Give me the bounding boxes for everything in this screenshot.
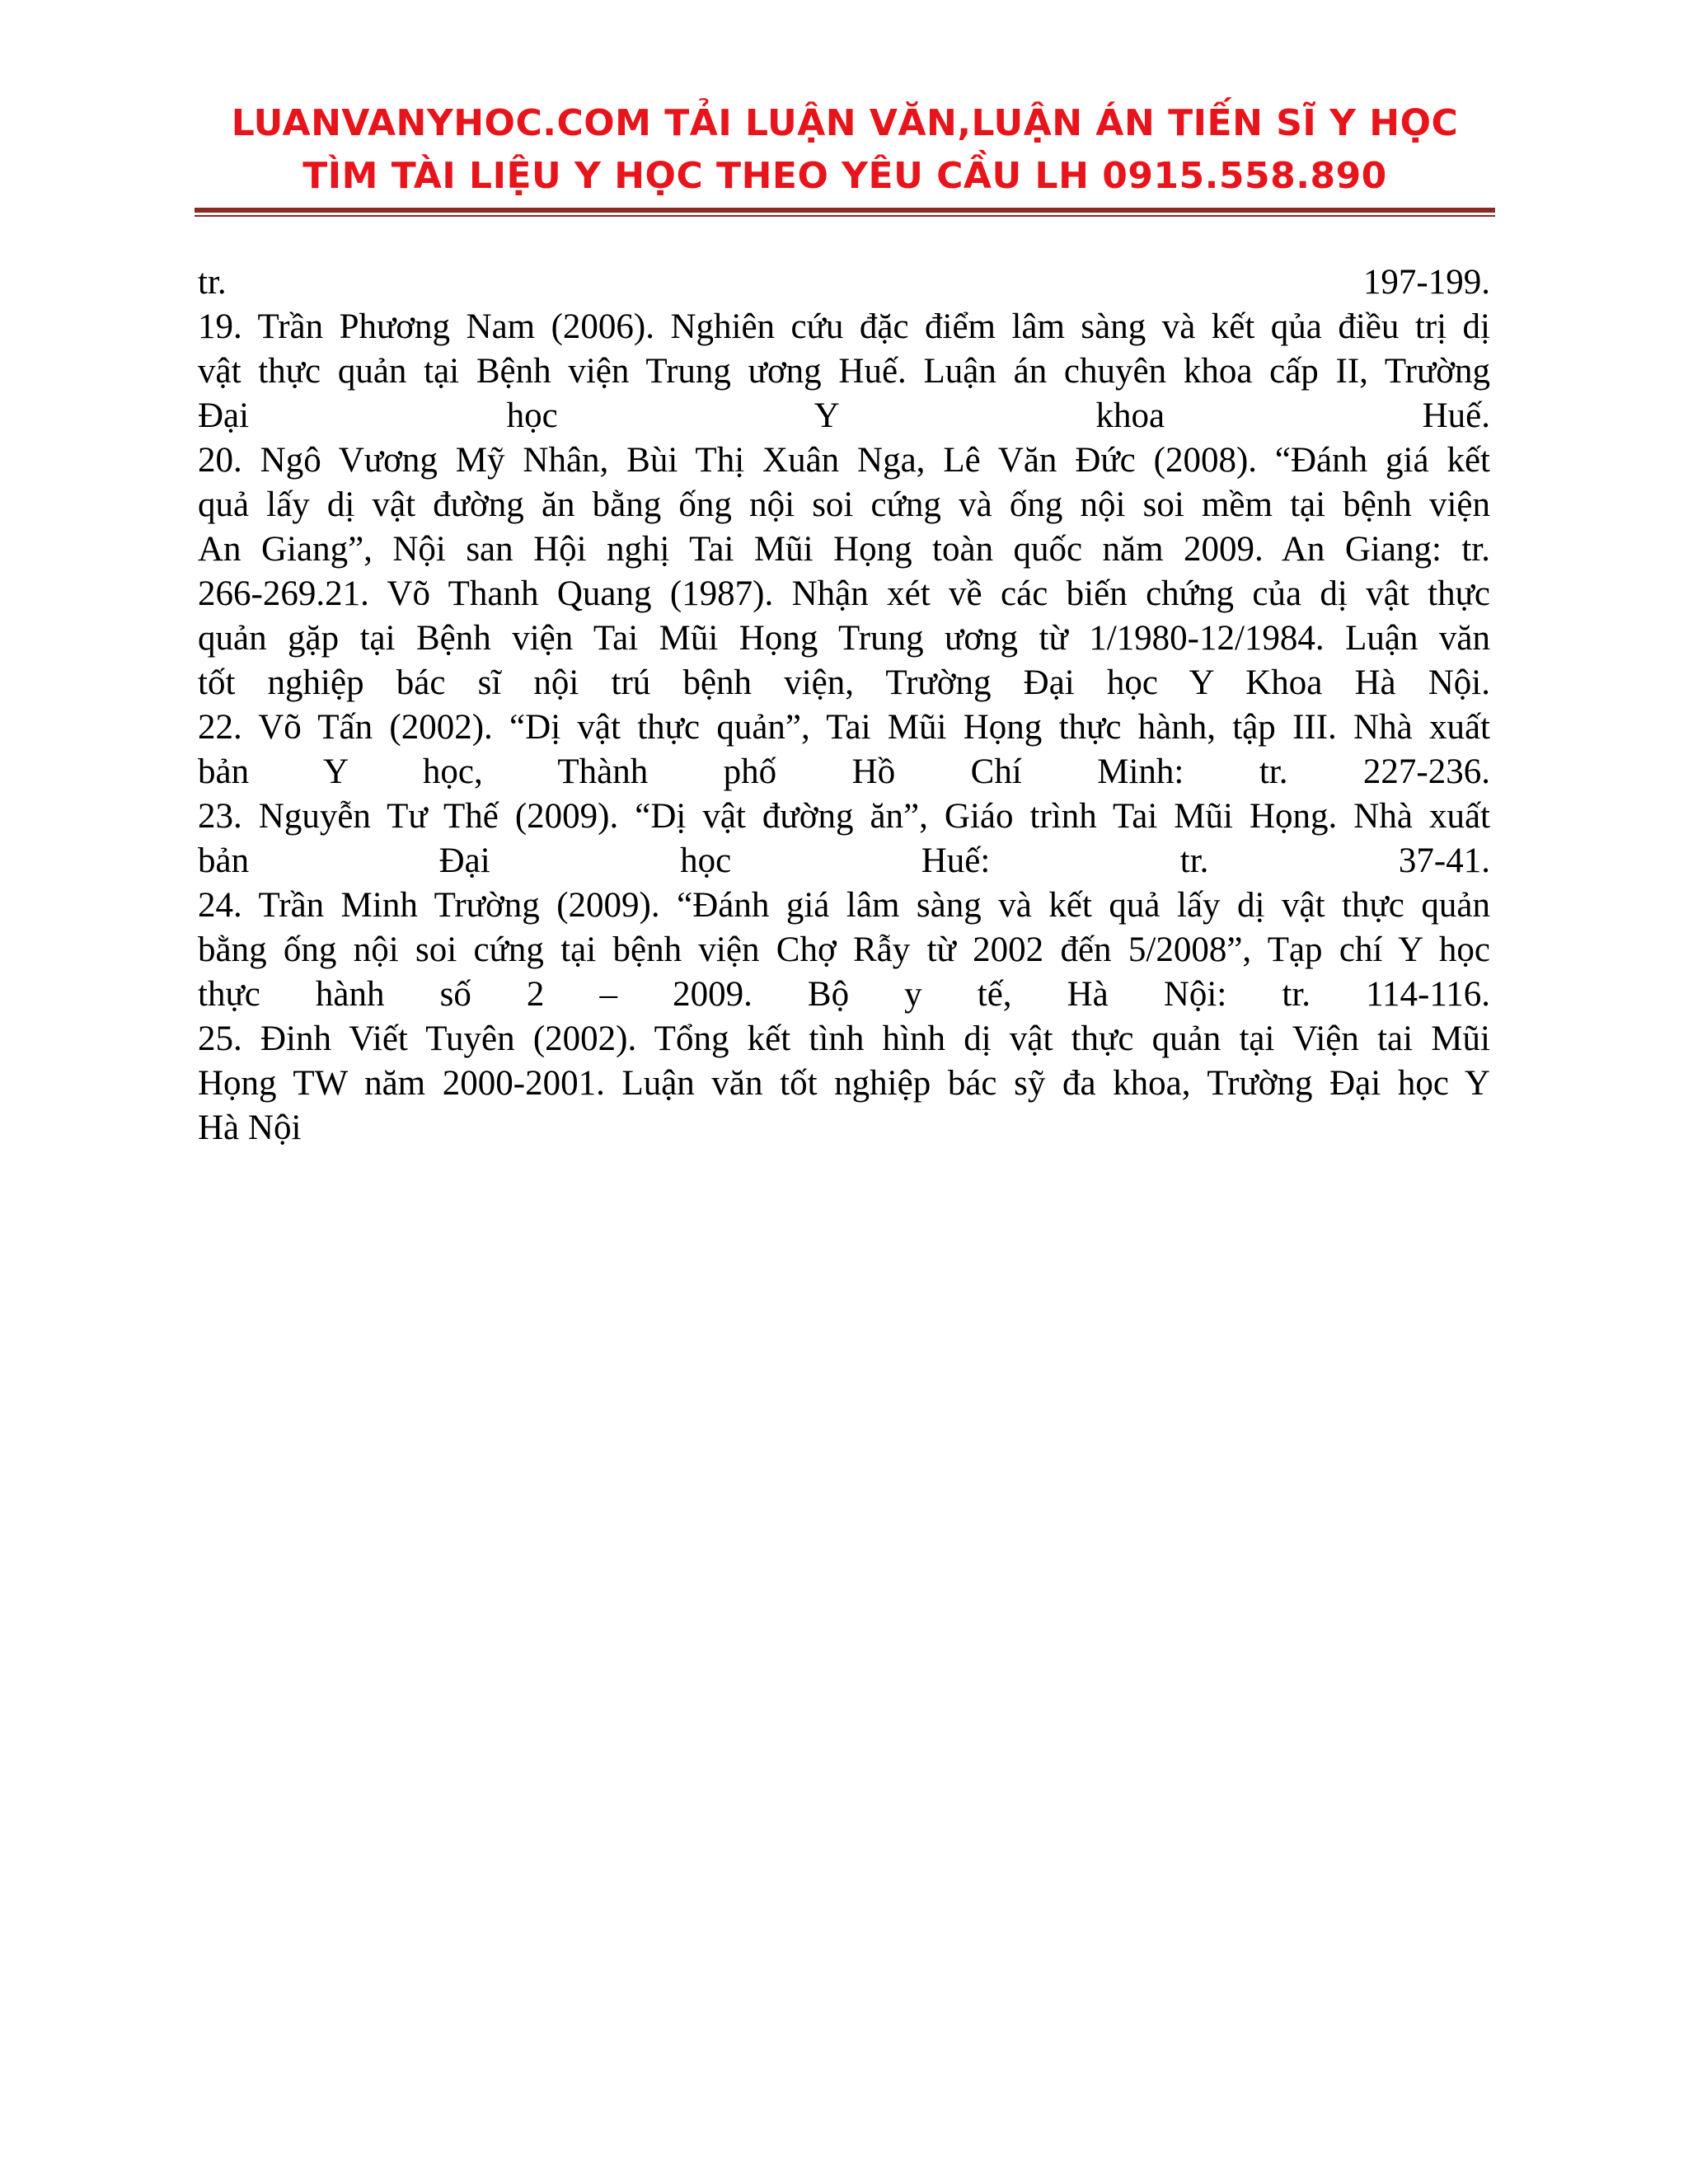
- text-line: 19. Trần Phương Nam (2006). Nghiên cứu đặc điểm lâm sàng và kết qủa điều trị dị: [198, 307, 1490, 346]
- text-line: bằng ống nội soi cứng tại bệnh viện Chợ Rẫy từ 2002 đến 5/2008”, Tạp chí Y học: [198, 930, 1490, 969]
- text-line: bản Y học, Thành phố Hồ Chí Minh: tr. 227-236.: [198, 752, 1490, 791]
- reference-list: [198, 260, 1490, 1151]
- header-line-1: LUANVANYHOC.COM TẢI LUẬN VĂN,LUẬN ÁN TIẾN SĨ Y HỌC: [231, 102, 1459, 144]
- text-line: 22. Võ Tấn (2002). “Dị vật thực quản”, Tai Mũi Họng thực hành, tập III. Nhà xuất: [198, 708, 1490, 747]
- text-line: 266-269.21. Võ Thanh Quang (1987). Nhận xét về các biến chứng của dị vật thực: [198, 574, 1490, 613]
- text-line: 20. Ngô Vương Mỹ Nhân, Bùi Thị Xuân Nga, Lê Văn Đức (2008). “Đánh giá kết: [198, 441, 1490, 480]
- text-line: thực hành số 2 – 2009. Bộ y tế, Hà Nội: tr. 114-116.: [198, 975, 1490, 1014]
- text-line: Họng TW năm 2000-2001. Luận văn tốt nghiệp bác sỹ đa khoa, Trường Đại học Y: [198, 1064, 1490, 1103]
- text-line: 25. Đinh Viết Tuyên (2002). Tổng kết tình hình dị vật thực quản tại Viện tai Mũi: [198, 1019, 1490, 1058]
- text-line: bản Đại học Huế: tr. 37-41.: [198, 841, 1490, 880]
- header-line-2: TÌM TÀI LIỆU Y HỌC THEO YÊU CẦU LH 0915.558.890: [302, 155, 1387, 197]
- text-line: quả lấy dị vật đường ăn bằng ống nội soi cứng và ống nội soi mềm tại bệnh viện: [198, 485, 1490, 524]
- text-line: Đại học Y khoa Huế.: [198, 396, 1490, 435]
- text-line: 23. Nguyễn Tư Thế (2009). “Dị vật đường ăn”, Giáo trình Tai Mũi Họng. Nhà xuất: [198, 797, 1490, 836]
- text-line: An Giang”, Nội san Hội nghị Tai Mũi Họng toàn quốc năm 2009. An Giang: tr.: [198, 530, 1490, 569]
- text-line: Hà Nội: [198, 1108, 302, 1147]
- text-line: quản gặp tại Bệnh viện Tai Mũi Họng Trung ương từ 1/1980-12/1984. Luận văn: [198, 619, 1490, 658]
- header-divider-thin: [195, 215, 1495, 217]
- header-divider: [195, 208, 1495, 213]
- text-line: tr. 197-199.: [198, 263, 1490, 302]
- text-line: 24. Trần Minh Trường (2009). “Đánh giá lâm sàng và kết quả lấy dị vật thực quản: [198, 886, 1490, 925]
- page-header: [195, 97, 1495, 203]
- text-line: tốt nghiệp bác sĩ nội trú bệnh viện, Trường Đại học Y Khoa Hà Nội.: [198, 663, 1490, 702]
- text-line: vật thực quản tại Bệnh viện Trung ương Huế. Luận án chuyên khoa cấp II, Trường: [198, 352, 1490, 391]
